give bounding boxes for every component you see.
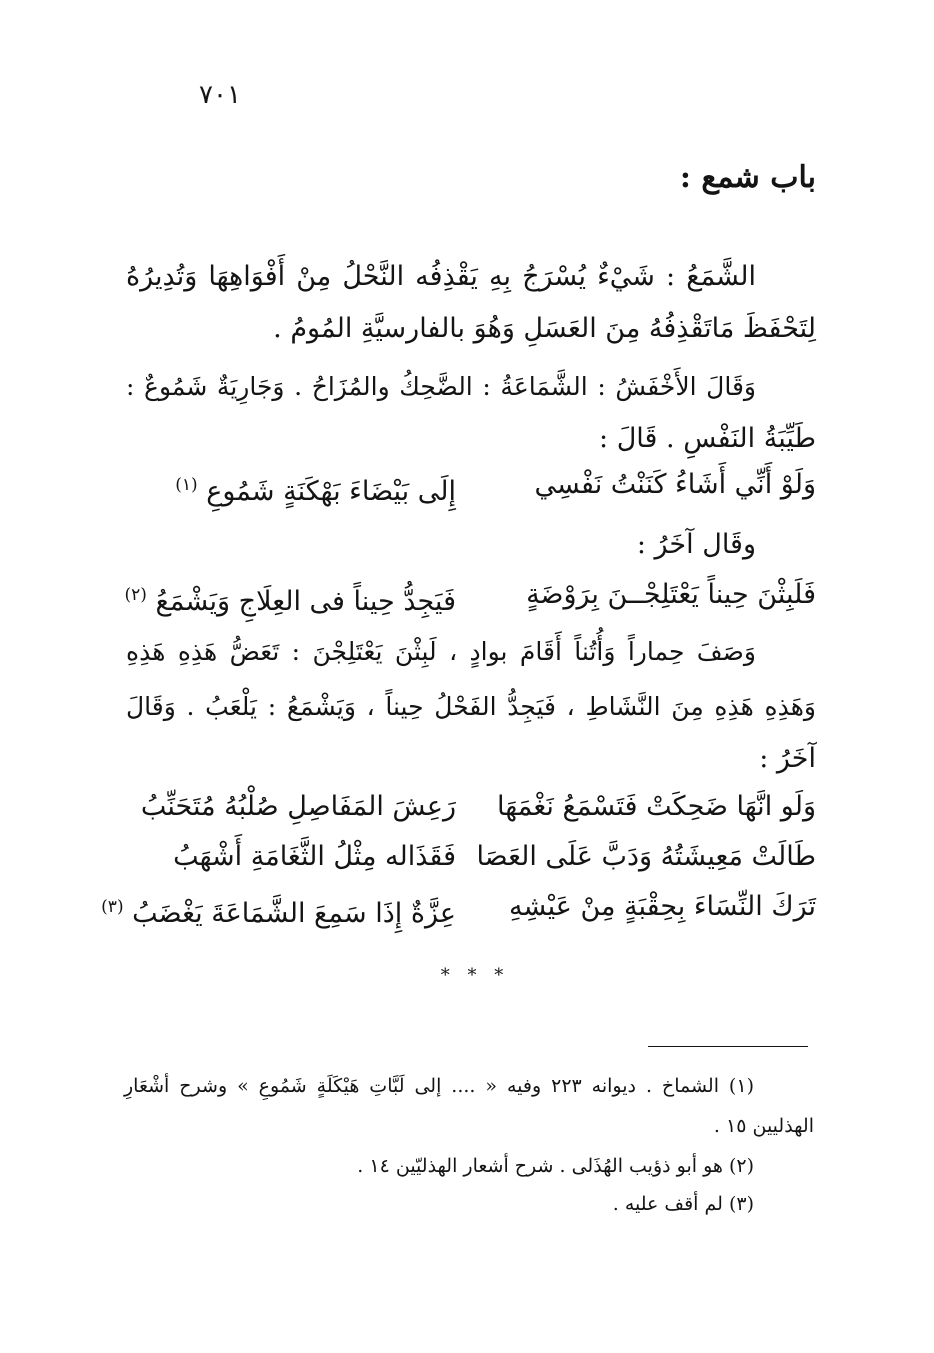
verse-hemistich-first: وَلَوْ أَنِّي أَشَاءُ كَنَنْتُ نَفْسِي	[534, 469, 816, 500]
footnote-ref: (١)	[175, 475, 198, 495]
verse-line	[116, 573, 816, 617]
body-line: وَصَفَ حِماراً وَأُتُناً أَقَامَ بوادٍ ، لَبِثْنَ يَعْتَلِجْنَ : تَعَضُّ هَذِهِ هَذِهِ	[126, 637, 756, 666]
verse-hemistich-first: وَلَو انَّهَا ضَحِكَتْ فَتَسْمَعُ نَغْمَهَا	[497, 791, 816, 822]
verse-hemistich-first: فَلَبِثْنَ حِيناً يَعْتَلِجْــنَ بِرَوْضَةٍ	[526, 579, 816, 610]
verse-text: فَيَجِدُّ حِيناً فى العِلَاجِ وَيَشْمَعُ	[155, 586, 456, 617]
body-line: آخَرُ :	[759, 743, 816, 774]
verse-hemistich-second: فَقَذَاله مِثْلُ الثَّغَامَةِ أَشْهَبُ	[173, 841, 456, 872]
body-line: وَهَذِهِ هَذِهِ مِنَ النَّشَاطِ ، فَيَجِدُّ الفَحْلُ حِيناً ، وَيَشْمَعُ : يَلْعَبُ . وَقَالَ	[126, 692, 816, 721]
verse-text: إِلَى بَيْضَاءَ بَهْكَنَةٍ شَمُوعِ	[206, 476, 456, 507]
verse-line	[116, 835, 816, 879]
section-separator: * * *	[440, 965, 510, 986]
body-line: الشَّمَعُ : شَيْءٌ يُسْرَجُ بِهِ يَقْذِفُه النَّحْلُ مِنْ أَفْوَاهِهَا وَتُدِيرُهُ	[126, 261, 756, 292]
verse-hemistich-first: تَرَكَ النِّسَاءَ بِحِقْبَةٍ مِنْ عَيْشِهِ	[509, 891, 816, 922]
section-heading: باب شمع :	[679, 160, 816, 195]
footnote-ref: (٢)	[124, 585, 147, 605]
page-number: ٧٠١	[199, 80, 241, 110]
body-line: طَيِّبَةُ النَفْسِ . قَالَ :	[599, 423, 816, 454]
verse-hemistich-second	[116, 463, 456, 514]
body-line: لِتَحْفَظَ مَاتَقْذِفُهُ مِنَ العَسَلِ وَهُوَ بالفارسيَّةِ المُومُ .	[273, 313, 816, 344]
verse-hemistich-second	[116, 573, 456, 624]
verse-text: عِزَّةٌ إِذَا سَمِعَ الشَّمَاعَةَ يَغْضَبُ	[132, 898, 456, 929]
verse-hemistich-second	[101, 885, 456, 936]
verse-line	[116, 463, 816, 507]
body-line: وقَال آخَرُ :	[636, 529, 756, 560]
verse-line	[116, 785, 816, 829]
footnote-2: (٢) هو أبو ذؤيب الهُذَلى . شرح أشعار الهذليّين ١٤ .	[357, 1155, 754, 1177]
footnote-rule	[648, 1046, 808, 1047]
footnote-3: (٣) لم أقف عليه .	[612, 1193, 754, 1215]
verse-hemistich-second: رَعِشَ المَفَاصِلِ صُلْبُهُ مُتَحَنِّبُ	[140, 791, 456, 822]
verse-hemistich-first: طَالَتْ مَعِيشَتُهُ وَدَبَّ عَلَى العَصَا	[476, 841, 816, 872]
verse-line	[101, 885, 816, 929]
footnote-ref: (٣)	[101, 897, 124, 917]
footnote-1: (١) الشماخ . ديوانه ٢٢٣ وفيه « .... إلى لَبَّاتِ هَيْكَلَةٍ شَمُوعِ » وشرح أشْعَارِ	[124, 1075, 754, 1097]
body-line: وَقَالَ الأَخْفَشُ : الشَّمَاعَةُ : الضَّحِكُ والمُزَاحُ . وَجَارِيَةٌ شَمُوعٌ :	[126, 372, 756, 401]
footnote-1-continued: الهذليين ١٥ .	[713, 1115, 814, 1137]
